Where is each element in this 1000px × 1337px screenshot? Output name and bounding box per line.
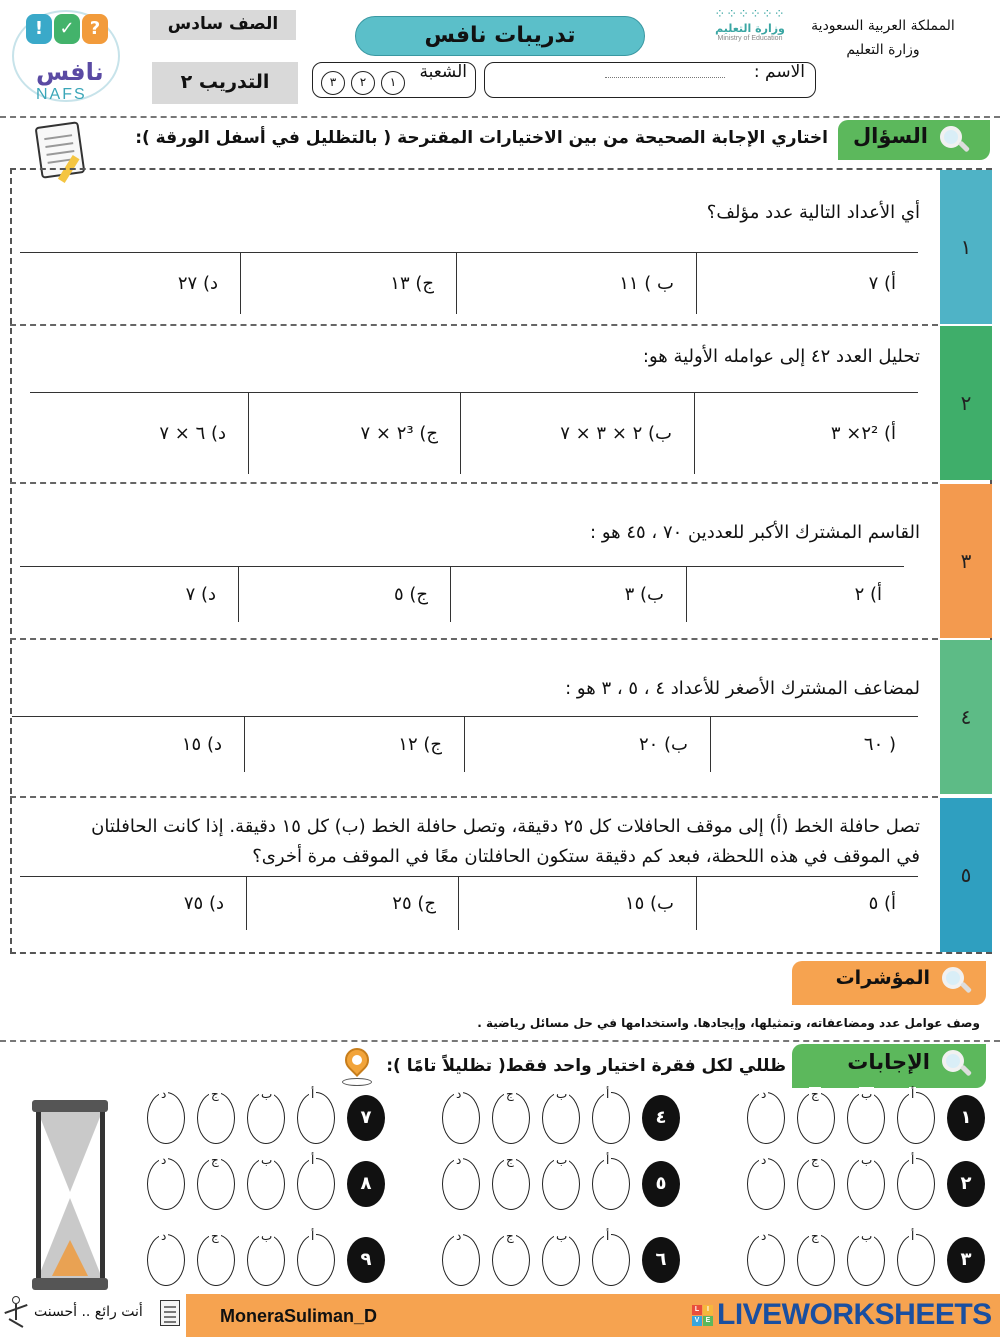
answer-bubble[interactable] xyxy=(747,1087,785,1144)
answer-bubble[interactable] xyxy=(442,1153,480,1210)
option-d[interactable]: د) ٦ × ٧ xyxy=(159,423,226,444)
question-instruction: اختاري الإجابة الصحيحة من بين الاختيارات المقترحة ( بالتظليل في أسفل الورقة ): xyxy=(135,128,828,148)
answer-bubble-letter: ب xyxy=(556,1087,568,1101)
option-c[interactable]: ج) ٢٥ xyxy=(246,877,458,930)
moe-logo xyxy=(700,8,800,58)
answer-bubble-letter: ب xyxy=(556,1229,568,1243)
answer-bubble[interactable] xyxy=(297,1229,335,1286)
section-label: الشعبة xyxy=(419,62,467,82)
answer-bubble[interactable] xyxy=(147,1229,185,1286)
answer-row-9 xyxy=(147,1229,385,1286)
answer-bubble[interactable] xyxy=(847,1153,885,1210)
answer-number: ٣ xyxy=(947,1237,985,1283)
answer-bubble[interactable] xyxy=(797,1087,835,1144)
hourglass-icon xyxy=(22,1100,118,1290)
question-3 xyxy=(10,484,992,638)
answer-row-8 xyxy=(147,1153,385,1210)
answer-bubble[interactable] xyxy=(147,1087,185,1144)
answer-bubble-letter: أ xyxy=(311,1153,315,1167)
moe-logo-mark-icon: ⁘⁘⁘⁘⁘⁘ xyxy=(714,7,786,22)
answer-number: ٨ xyxy=(347,1161,385,1207)
answer-bubble-letter: ب xyxy=(261,1087,273,1101)
answer-number: ١ xyxy=(947,1095,985,1141)
option-d[interactable]: د) ٧٥ xyxy=(183,893,224,914)
section-option-1[interactable]: ١ xyxy=(381,71,405,95)
answer-row-5 xyxy=(442,1153,680,1210)
answer-bubble[interactable] xyxy=(797,1153,835,1210)
answers-banner xyxy=(792,1044,986,1088)
question-text: تصل حافلة الخط (أ) إلى موقف الحافلات كل ٢٥ دقيقة، وتصل حافلة الخط (ب) كل ١٥ دقيقة. إذا كانت الحافلتان في الموقف في هذه اللحظة، فبعد كم دقيقة ستكون الحافلتان معًا في الموقف مرة أخرى؟ xyxy=(91,816,920,867)
answer-bubble[interactable] xyxy=(247,1153,285,1210)
section-options xyxy=(321,71,405,95)
option-b[interactable]: ب) ٣ xyxy=(450,567,686,622)
answer-bubble[interactable] xyxy=(492,1153,530,1210)
answer-number: ٩ xyxy=(347,1237,385,1283)
answer-bubble[interactable] xyxy=(542,1229,580,1286)
options-row xyxy=(20,566,904,622)
answer-bubble[interactable] xyxy=(197,1153,235,1210)
author-username: MoneraSuliman_D xyxy=(220,1306,378,1326)
answer-bubble[interactable] xyxy=(492,1087,530,1144)
moe-logo-arabic: وزارة التعليم xyxy=(715,22,785,35)
ministry-label: وزارة التعليم xyxy=(846,42,920,58)
answer-bubble[interactable] xyxy=(747,1153,785,1210)
question-2 xyxy=(10,326,992,480)
answer-bubble[interactable] xyxy=(492,1229,530,1286)
question-1 xyxy=(10,170,992,324)
answer-number: ٥ xyxy=(642,1161,680,1207)
answer-bubble[interactable] xyxy=(297,1153,335,1210)
answer-bubble-letter: د xyxy=(456,1229,462,1243)
options-row xyxy=(20,876,918,930)
location-pin-icon xyxy=(340,1048,374,1090)
answer-bubble-letter: د xyxy=(161,1153,167,1167)
options-row xyxy=(20,252,918,314)
option-c[interactable]: ج) ٥ xyxy=(238,567,450,622)
option-b[interactable]: ب ) ١١ xyxy=(456,253,696,314)
section-option-3[interactable]: ٣ xyxy=(321,71,345,95)
question-text: تحليل العدد ٤٢ إلى عوامله الأولية هو: xyxy=(642,346,920,367)
running-figure-icon xyxy=(0,1294,32,1334)
answer-bubble-letter: ب xyxy=(261,1229,273,1243)
answer-bubble[interactable] xyxy=(442,1229,480,1286)
page-title: تدريبات نافس xyxy=(355,16,645,56)
option-c[interactable]: ج) ١٣ xyxy=(240,253,456,314)
indicators-banner xyxy=(792,961,986,1005)
answer-row-1 xyxy=(747,1087,985,1144)
question-5 xyxy=(10,798,992,952)
answer-bubble[interactable] xyxy=(897,1087,935,1144)
magnifier-icon xyxy=(942,1050,970,1078)
answer-bubble[interactable] xyxy=(147,1153,185,1210)
question-number: ٥ xyxy=(940,798,992,952)
answer-bubble-letter: ج xyxy=(211,1153,219,1167)
liveworksheets-logo[interactable] xyxy=(692,1298,992,1332)
answer-number: ٢ xyxy=(947,1161,985,1207)
answer-bubble-letter: ب xyxy=(861,1229,873,1243)
answer-bubble-letter: ج xyxy=(811,1153,819,1167)
answer-bubble-letter: أ xyxy=(606,1229,610,1243)
answer-bubble[interactable] xyxy=(297,1087,335,1144)
answer-bubble[interactable] xyxy=(442,1087,480,1144)
answer-bubble-letter: ب xyxy=(861,1087,873,1101)
answer-bubble-letter: د xyxy=(161,1229,167,1243)
answer-bubble-letter: ب xyxy=(556,1153,568,1167)
options-row xyxy=(30,392,918,474)
option-a[interactable]: ( ٦٠ xyxy=(710,717,918,772)
answer-bubble-letter: أ xyxy=(911,1087,915,1101)
check-mark-icon: ✓ xyxy=(54,14,80,44)
option-d[interactable]: د) ٢٧ xyxy=(177,273,218,294)
answer-bubble-letter: ج xyxy=(211,1087,219,1101)
answer-bubble-letter: د xyxy=(456,1153,462,1167)
question-4 xyxy=(10,640,992,794)
answers-banner-label: الإجابات xyxy=(847,1050,930,1074)
option-d[interactable]: د) ١٥ xyxy=(181,734,222,755)
liveworksheets-squares-icon: L I V E xyxy=(692,1305,713,1326)
answer-row-7 xyxy=(147,1087,385,1144)
answer-row-3 xyxy=(747,1229,985,1286)
kingdom-label: المملكة العربية السعودية xyxy=(811,18,955,34)
answer-bubble[interactable] xyxy=(592,1087,630,1144)
exclamation-icon: ! xyxy=(26,14,52,44)
answer-bubble[interactable] xyxy=(542,1087,580,1144)
answer-bubble-letter: أ xyxy=(911,1153,915,1167)
question-number: ١ xyxy=(940,170,992,324)
option-a[interactable]: أ) ٢ xyxy=(686,567,904,622)
answer-row-4 xyxy=(442,1087,680,1144)
answer-bubble[interactable] xyxy=(847,1229,885,1286)
option-a[interactable]: أ) ٥ xyxy=(696,877,918,930)
question-text: أي الأعداد التالية عدد مؤلف؟ xyxy=(706,202,920,223)
answer-bubble[interactable] xyxy=(247,1229,285,1286)
answer-bubble-letter: ج xyxy=(506,1229,514,1243)
answer-bubble-letter: د xyxy=(161,1087,167,1101)
answer-bubble[interactable] xyxy=(197,1229,235,1286)
question-number: ٢ xyxy=(940,326,992,480)
option-c[interactable]: ج) ١٢ xyxy=(244,717,464,772)
answer-bubble[interactable] xyxy=(897,1229,935,1286)
answer-bubble-letter: ب xyxy=(261,1153,273,1167)
nafs-logo xyxy=(12,10,122,105)
grade-label: الصف سادس xyxy=(150,10,296,40)
section-option-2[interactable]: ٢ xyxy=(351,71,375,95)
answer-number: ٦ xyxy=(642,1237,680,1283)
name-label: الاسم : xyxy=(753,62,805,82)
answer-bubble[interactable] xyxy=(592,1229,630,1286)
option-b[interactable]: ب) ٢ × ٣ × ٧ xyxy=(460,393,694,474)
option-c[interactable]: ج) ٢³ × ٧ xyxy=(248,393,460,474)
answer-row-6 xyxy=(442,1229,680,1286)
question-number: ٤ xyxy=(940,640,992,794)
answer-bubble[interactable] xyxy=(847,1087,885,1144)
nafs-logo-english: NAFS xyxy=(36,86,87,103)
answer-bubble-letter: د xyxy=(761,1153,767,1167)
answers-divider xyxy=(0,1040,1000,1042)
answer-bubble[interactable] xyxy=(897,1153,935,1210)
question-mark-icon: ? xyxy=(82,14,108,44)
answer-bubble-letter: د xyxy=(456,1087,462,1101)
option-d[interactable]: د) ٧ xyxy=(185,584,216,605)
moe-logo-english: Ministry of Education xyxy=(717,35,783,42)
answer-bubble-letter: أ xyxy=(311,1229,315,1243)
options-row xyxy=(12,716,918,772)
answer-number: ٤ xyxy=(642,1095,680,1141)
option-b[interactable]: ب) ٢٠ xyxy=(464,717,710,772)
option-b[interactable]: ب) ١٥ xyxy=(458,877,696,930)
name-dotted-line xyxy=(605,77,725,78)
answer-bubble[interactable] xyxy=(747,1229,785,1286)
question-number: ٣ xyxy=(940,484,992,638)
question-banner xyxy=(838,120,990,160)
answer-bubble-letter: د xyxy=(761,1229,767,1243)
answer-bubble-letter: ج xyxy=(506,1087,514,1101)
answer-bubble-letter: أ xyxy=(606,1153,610,1167)
answer-bubble-letter: أ xyxy=(606,1087,610,1101)
option-a[interactable]: أ) ٢²× ٣ xyxy=(694,393,918,474)
answer-bubble-letter: ج xyxy=(211,1229,219,1243)
answer-bubble[interactable] xyxy=(197,1087,235,1144)
question-banner-label: السؤال xyxy=(852,124,928,148)
magnifier-icon xyxy=(942,967,970,995)
answer-bubble[interactable] xyxy=(542,1153,580,1210)
notepad-icon xyxy=(160,1300,180,1326)
answer-row-2 xyxy=(747,1153,985,1210)
option-a[interactable]: أ) ٧ xyxy=(696,253,918,314)
liveworksheets-brand: LIVEWORKSHEETS xyxy=(717,1298,992,1331)
answer-bubble[interactable] xyxy=(797,1229,835,1286)
answer-bubble-letter: أ xyxy=(311,1087,315,1101)
magnifier-icon xyxy=(940,126,968,154)
training-label: التدريب ٢ xyxy=(152,62,298,104)
nafs-badges xyxy=(26,14,108,44)
answer-bubble[interactable] xyxy=(592,1153,630,1210)
answer-bubble-letter: أ xyxy=(911,1229,915,1243)
praise-text: أنت رائع .. أحسنت xyxy=(34,1304,143,1320)
answer-bubble-letter: ج xyxy=(506,1153,514,1167)
answer-bubble-letter: ب xyxy=(861,1153,873,1167)
question-text: القاسم المشترك الأكبر للعددين ٧٠ ، ٤٥ هو : xyxy=(590,522,920,543)
answers-instruction: ظللي لكل فقرة اختيار واحد فقط( تظليلاً تامًا ): xyxy=(386,1056,786,1076)
indicators-text: وصف عوامل عدد ومضاعفاته، وتمثيلها، وإيجادها. واستخدامها في حل مسائل رياضية . xyxy=(477,1016,980,1030)
question-text: لمضاعف المشترك الأصغر للأعداد ٤ ، ٥ ، ٣ هو : xyxy=(565,678,920,699)
answer-bubble-letter: ج xyxy=(811,1229,819,1243)
nafs-logo-arabic: نافس xyxy=(36,58,104,86)
answer-bubble[interactable] xyxy=(247,1087,285,1144)
answer-bubble-letter: ج xyxy=(811,1087,819,1101)
indicators-banner-label: المؤشرات xyxy=(835,967,930,989)
header-divider xyxy=(0,116,1000,118)
answer-bubble-letter: د xyxy=(761,1087,767,1101)
answer-number: ٧ xyxy=(347,1095,385,1141)
ministry-header xyxy=(808,14,958,62)
section-field[interactable] xyxy=(312,62,476,98)
name-field[interactable] xyxy=(484,62,816,98)
